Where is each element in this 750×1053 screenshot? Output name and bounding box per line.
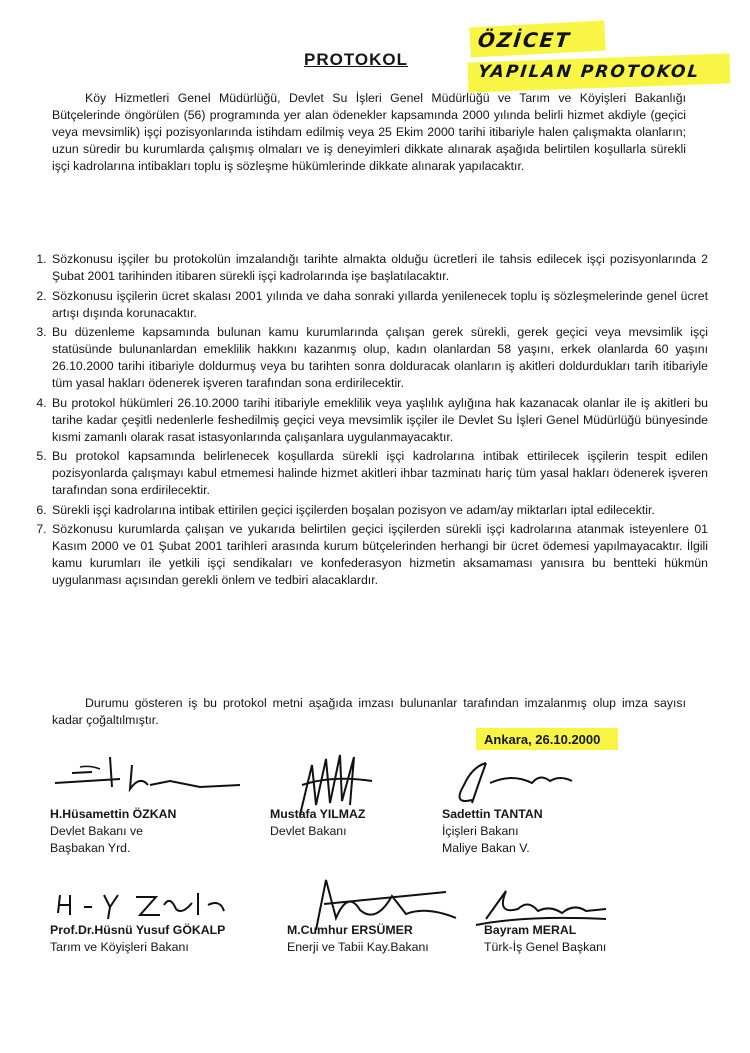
signature-ozkan (50, 745, 250, 805)
signatory-title: İçişleri Bakanı (442, 824, 519, 838)
signatory-title: Tarım ve Köyişleri Bakanı (50, 940, 189, 954)
signatory-title: Devlet Bakanı ve (50, 824, 143, 838)
intro-paragraph: Köy Hizmetleri Genel Müdürlüğü, Devlet Su İşleri Genel Müdürlüğü ve Tarım ve Köyişleri Bakanlığı Bütçelerinde öngörülen (56) programında yer alan ödenekler kapsamında 2000 yılında belirli hizmet akdiyle (geçici veya mevsimlik) işçi pozisyonlarında istihdam edilmiş veya 25 Ekim 2000 tarihi itibariyle halen çalışmakta olanların; uzun süredir bu kurumlarda çalışmış olmaları ve iş deneyimleri dikkate alınarak aşağıda belirtilen koşullarla sürekli işçi kadrolarına intibakları toplu iş sözleşme hükümlerinde dikkate alınarak yapılacaktır. (52, 91, 686, 173)
handwritten-note-line1: ÖZİCET (476, 28, 573, 52)
closing-paragraph: Durumu gösteren iş bu protokol metni aşağıda imzası bulunanlar tarafından imzalanmış olup imza sayısı kadar çoğaltılmıştır. (52, 696, 686, 727)
protocol-item: 2. Sözkonusu işçilerin ücret skalası 2001 yılında ve daha sonraki yıllarda yenilenecek toplu iş sözleşmelerinde genel ücret artışı dışında korunacaktır. (50, 288, 708, 322)
signatory-block (50, 922, 225, 956)
signatory-title: Enerji ve Tabii Kay.Bakanı (287, 940, 429, 954)
signatory-block (50, 806, 176, 857)
signature-gokalp (52, 885, 232, 925)
protocol-item: 4. Bu protokol hükümleri 26.10.2000 tarihi itibariyle emeklilik veya yaşlılık aylığına hak kazanacak olanlar ile iş akitleri bu tarihe kadar çeşitli nedenlerle feshedilmiş geçici veya mevsimlik işçiler ile Devlet Su İşleri Genel Müdürlüğü bünyesinde kısmi zamanlı olarak rasat istasyonlarında çalışanlara uygulanmayacaktır. (50, 395, 708, 446)
place-date: Ankara, 26.10.2000 (484, 732, 601, 747)
signatory-block (287, 922, 429, 956)
signatory-name: Mustafa YILMAZ (270, 807, 366, 821)
protocol-item: 3. Bu düzenleme kapsamında bulunan kamu kurumlarında çalışan gerek sürekli, gerek geçici veya mevsimlik işçi statüsünde bulunanlardan emeklilik hakkını kazanmış olup, kadın olanlardan 58 yaşını, erkek olanlarda 60 yaşını 26.10.2000 tarihi itibariyle doldurmuş veya bu tarihten sonra dolduracak olanların iş akitleri doldurdukları tarih itibariyle tüm yasal hakları ödenerek işveren tarafından sona erdirilecektir. (50, 324, 708, 392)
signatory-title: Türk-İş Genel Başkanı (484, 940, 607, 954)
protocol-item: 1. Sözkonusu işçiler bu protokolün imzalandığı tarihte almakta olduğu ücretleri ile tahsis edilecek işçi pozisyonlarında 2 Şubat 2001 tarihinden itibaren sürekli işçi kadrolarında işe başlatılacaktır. (50, 251, 708, 285)
protocol-item: 6. Sürekli işçi kadrolarına intibak ettirilen geçici işçilerden boşalan pozisyon ve adam/ay miktarları iptal edilecektir. (50, 502, 708, 519)
signature-tantan (442, 755, 582, 810)
signatory-name: M.Cumhur ERSÜMER (287, 923, 413, 937)
signatory-name: H.Hüsamettin ÖZKAN (50, 807, 177, 821)
document-title: PROTOKOL (304, 50, 409, 69)
signatory-block (484, 922, 606, 956)
protocol-item: 5. Bu protokol kapsamında belirlenecek koşullarda sürekli işçi kadrolarına intibak ettirilecek işçilerin tespit edilen pozisyonlarda çalışmayı kabul etmemesi halinde hizmet akitleri ihbar tazminatı hariç tüm yasal hakları ödenerek işveren tarafından sona erdirilecektir. (50, 448, 708, 499)
handwritten-note-line2: YAPILAN PROTOKOL (476, 62, 702, 82)
protocol-items (28, 251, 708, 592)
signatory-name: Bayram MERAL (484, 923, 577, 937)
signatory-name: Sadettin TANTAN (442, 807, 543, 821)
protocol-item: 7. Sözkonusu kurumlarda çalışan ve yukarıda belirtilen geçici işçilerden sürekli işçi kadrolarına atanmak isteyenlere 01 Kasım 2000 ve 01 Şubat 2001 tarihleri arasında kurum bütçelerinden herhangi bir ücret ödemesi yapılmayacaktır. İlgili kamu kurumları ile yetkili işçi sendikaları ve konfederasyon hizmetin aksamaması yanısıra bu bentteki hükmün uygulanması açısından gerekli önlem ve tedbiri alacaklardır. (50, 521, 708, 589)
signatory-block (442, 806, 543, 857)
signatory-title: Başbakan Yrd. (50, 841, 131, 855)
signatory-title: Maliye Bakan V. (442, 841, 530, 855)
signatory-name: Prof.Dr.Hüsnü Yusuf GÖKALP (50, 923, 226, 937)
signatory-block (270, 806, 365, 840)
signatory-title: Devlet Bakanı (270, 824, 347, 838)
